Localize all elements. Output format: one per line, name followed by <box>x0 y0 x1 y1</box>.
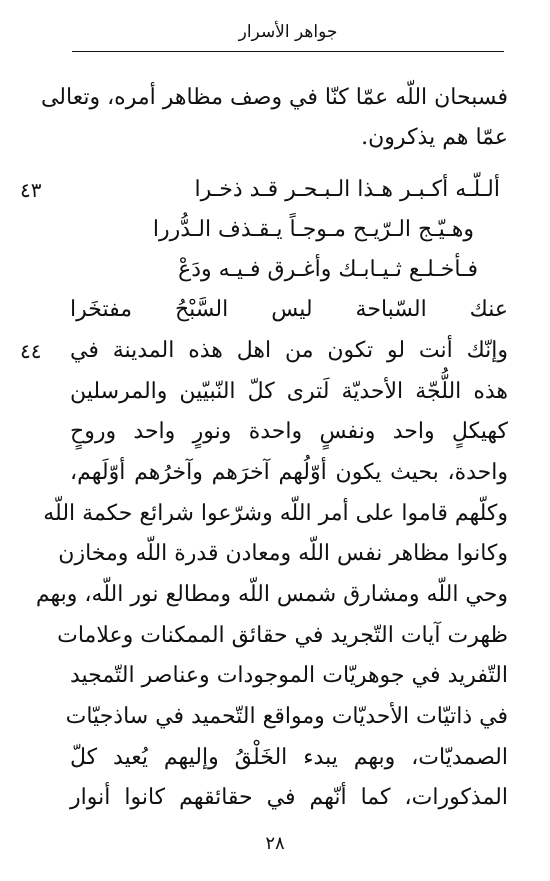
text-line: وكلّهم قاموا على أمر اللّه وشرّعوا شرائع حكمة اللّه <box>43 501 508 526</box>
text-line: في ذاتيّات الأحديّات ومواقع التّحميد في ساذجيّات <box>65 704 508 729</box>
running-header: جواهر الأسرار <box>238 22 338 42</box>
header-rule <box>72 51 504 52</box>
text-line: فسبحان اللّه عمّا كنّا في وصف مظاهر أمره، وتعالى <box>40 85 508 110</box>
text-line: هذه اللُّجّة الأحديّة لَترى كلّ النّبيّين والمرسلين <box>70 379 508 404</box>
text-line: المذكورات، كما أنّهم في حقائقهم كانوا أنوار <box>70 785 508 810</box>
verse-number-43: ٤٣ <box>20 178 42 202</box>
text-line: ظهرت آيات التّجريد في حقائق الممكنات وعلامات <box>57 623 508 648</box>
text-line: عنك السّباحة ليس السَّبْحُ مفتخَرا <box>70 297 508 322</box>
verse-line: فـأخـلـع ثـيـابـك وأغـرق فـيـه ودَعْ <box>178 257 478 282</box>
text-line: وإنّك أنت لو تكون من اهل هذه المدينة في <box>70 338 508 363</box>
text-line: واحدة، بحيث يكون أوّلُهم آخرَهم وآخرُهم أوّلَهم، <box>70 460 508 485</box>
text-line: التّفريد في جوهريّات الموجودات وعناصر التّمجيد <box>70 663 508 688</box>
verse-number-44: ٤٤ <box>20 339 42 363</box>
text-line: وكانوا مظاهر نفس اللّه ومعادن قدرة اللّه ومخازن <box>58 541 508 566</box>
text-line: كهيكلٍ واحد ونفسٍ واحدة ونورٍ واحد وروحٍ <box>70 419 508 444</box>
verse-line: وهـيّـج الـرّيـح مـوجـاً يـقـذف الـدُّررا <box>152 217 474 242</box>
verse-line: ألـلّـه أكـبـر هـذا الـبـحـر قـد ذخـرا <box>194 177 500 202</box>
text-line: الصمديّات، وبهم يبدء الخَلْقُ وإليهم يُعيد كلّ <box>70 745 508 770</box>
text-line: عمّا هم يذكرون. <box>361 125 508 150</box>
page-number: ٢٨ <box>265 833 285 854</box>
text-line: وحي اللّه ومشارق شمس اللّه ومطالع نور اللّه، وبهم <box>35 582 508 607</box>
